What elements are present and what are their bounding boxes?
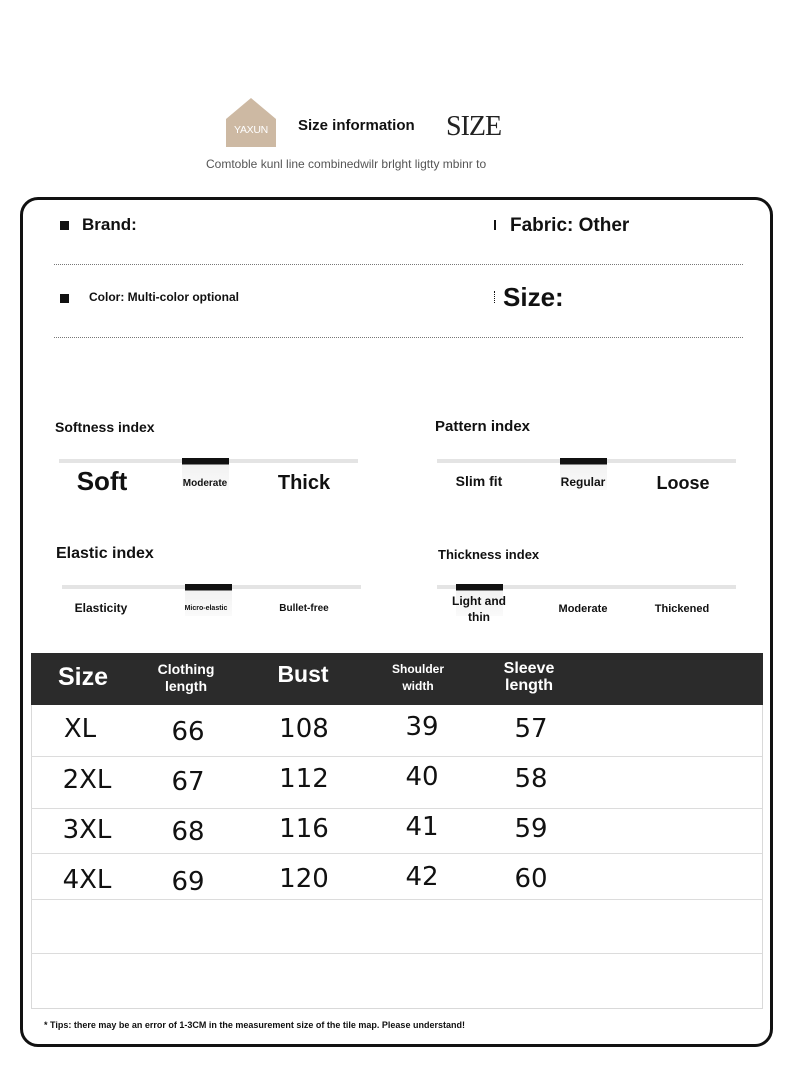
pattern-index-title: Pattern index — [435, 418, 531, 435]
elastic-option: Elasticity — [74, 601, 128, 615]
column-header-size: Size — [57, 663, 109, 691]
measurement-tip: * Tips: there may be an error of 1-3CM in the measurement size of the tile map. Please understand! — [44, 1020, 465, 1030]
cell-clothing-length: 67 — [171, 767, 205, 797]
thickness-index-title: Thickness index — [438, 547, 540, 562]
pattern-option: Regular — [560, 475, 606, 489]
column-header-clothing-length: Clothing length — [157, 661, 215, 694]
size-label: Size: — [503, 282, 564, 312]
cell-shoulder-width: 40 — [405, 762, 439, 792]
column-header-bust: Bust — [277, 661, 329, 687]
divider — [54, 264, 743, 265]
bullet-square-icon — [60, 221, 69, 230]
cell-shoulder-width: 41 — [405, 812, 439, 842]
cell-size: XL — [63, 714, 97, 744]
color-label: Color: Multi-color optional — [89, 290, 239, 304]
cell-clothing-length: 66 — [171, 717, 205, 747]
brand-label: Brand: — [82, 215, 137, 234]
bullet-bar-icon — [494, 291, 496, 303]
column-header-sleeve-length: Sleeve length — [503, 660, 555, 694]
cell-bust: 120 — [279, 864, 329, 894]
elastic-index-title: Elastic index — [56, 545, 154, 562]
thickness-option: Moderate — [558, 603, 608, 615]
bullet-bar-icon — [494, 220, 496, 230]
elastic-option: Micro-elastic — [184, 605, 228, 612]
cell-bust: 112 — [279, 764, 329, 794]
softness-index-title: Softness index — [55, 419, 155, 435]
row-divider — [31, 808, 762, 809]
column-header-shoulder-width: Shoulder width — [391, 662, 444, 693]
cell-sleeve-length: 60 — [514, 864, 548, 894]
pattern-option: Slim fit — [455, 473, 503, 489]
size-heading: SIZE — [446, 111, 502, 142]
bullet-square-icon — [60, 294, 69, 303]
cell-sleeve-length: 57 — [514, 714, 548, 744]
elastic-option: Bullet-free — [279, 603, 329, 614]
cell-size: 3XL — [62, 815, 112, 845]
cell-size: 4XL — [62, 865, 112, 895]
cell-sleeve-length: 58 — [514, 764, 548, 794]
cell-bust: 108 — [279, 714, 329, 744]
thickness-option: Light and thin — [452, 594, 506, 624]
softness-option: Soft — [76, 466, 128, 496]
row-divider — [31, 853, 762, 854]
softness-option: Thick — [277, 472, 331, 494]
logo-text: YAXUN — [234, 124, 268, 136]
softness-option: Moderate — [182, 478, 228, 489]
cell-shoulder-width: 42 — [405, 862, 439, 892]
divider — [54, 337, 743, 338]
row-divider — [31, 899, 762, 900]
brand-logo — [226, 97, 276, 147]
cell-clothing-length: 69 — [171, 867, 205, 897]
page-subtitle: Comtoble kunl line combinedwilr brlght ligtty mbinr to — [206, 157, 487, 171]
page-title: Size information — [298, 117, 415, 134]
cell-clothing-length: 68 — [171, 817, 205, 847]
fabric-label: Fabric: Other — [510, 215, 630, 236]
cell-bust: 116 — [279, 814, 329, 844]
pattern-option: Loose — [656, 473, 710, 493]
row-divider — [31, 953, 762, 954]
cell-shoulder-width: 39 — [405, 712, 439, 742]
table-body — [31, 705, 763, 1009]
cell-sleeve-length: 59 — [514, 814, 548, 844]
thickness-option: Thickened — [654, 603, 710, 615]
row-divider — [31, 756, 762, 757]
cell-size: 2XL — [62, 765, 112, 795]
